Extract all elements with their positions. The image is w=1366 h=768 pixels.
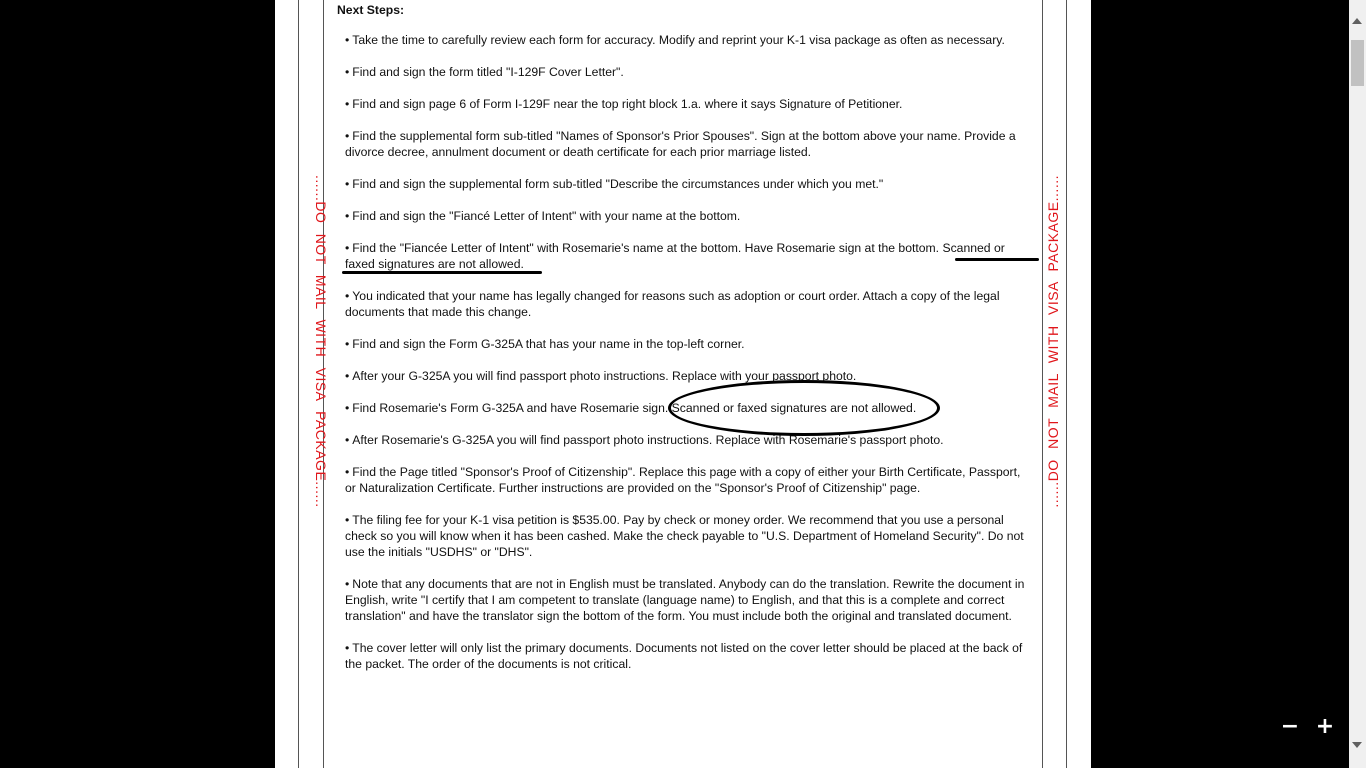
next-steps-content: [337, 2, 1027, 688]
step-item: [345, 96, 1027, 112]
step-item: [345, 128, 1027, 160]
page-border-outer-left: [298, 0, 299, 768]
vertical-scrollbar[interactable]: [1349, 0, 1366, 768]
side-label-left: ......DO NOT MAIL WITH VISA PACKAGE......: [313, 175, 329, 508]
step-item: [345, 512, 1027, 560]
step-text: Find and sign the "Fiancé Letter of Intent" with your name at the bottom.: [352, 209, 741, 223]
scroll-down-arrow-icon[interactable]: [1352, 742, 1362, 748]
step-item: [345, 240, 1027, 272]
step-text: After your G-325A you will find passport photo instructions. Replace with your passport photo.: [352, 369, 857, 383]
step-item: [345, 176, 1027, 192]
step-text: Find and sign page 6 of Form I-129F near the top right block 1.a. where it says Signature of Petitioner.: [352, 97, 903, 111]
step-text: You indicated that your name has legally changed for reasons such as adoption or court order. Attach a copy of the legal documents that made this change.: [345, 289, 1000, 319]
bullet-glyph: •: [345, 177, 350, 191]
step-item: [345, 576, 1027, 624]
step-item: [345, 336, 1027, 352]
bullet-glyph: •: [345, 465, 350, 479]
step-text: Find and sign the Form G-325A that has your name in the top-left corner.: [352, 337, 745, 351]
bullet-glyph: •: [345, 513, 350, 527]
bullet-glyph: •: [345, 641, 350, 655]
bullet-glyph: •: [345, 209, 350, 223]
step-text: The cover letter will only list the primary documents. Documents not listed on the cover letter should be placed at the back of the packet. The order of the documents is not critical.: [345, 641, 1023, 671]
side-label-right: ......DO NOT MAIL WITH VISA PACKAGE......: [1045, 175, 1061, 508]
step-item: [345, 368, 1027, 384]
bullet-glyph: •: [345, 577, 350, 591]
step-item: [345, 464, 1027, 496]
step-item: [345, 432, 1027, 448]
step-item: [345, 32, 1027, 48]
step-item: [345, 208, 1027, 224]
zoom-out-button[interactable]: −: [1280, 714, 1300, 739]
page-border-inner-right: [1042, 0, 1043, 768]
step-text: Find the "Fiancée Letter of Intent" with Rosemarie's name at the bottom. Have Rosemarie sign at the bottom. Scanned or faxed signatures are not allowed.: [345, 241, 1005, 271]
section-heading: Next Steps:: [337, 3, 405, 17]
step-item: [345, 64, 1027, 80]
bullet-glyph: •: [345, 129, 350, 143]
step-text: Find and sign the form titled "I-129F Cover Letter".: [352, 65, 624, 79]
bullet-glyph: •: [345, 401, 350, 415]
bullet-glyph: •: [345, 241, 350, 255]
document-page: [275, 0, 1091, 768]
steps-list: [337, 32, 1027, 672]
circle-mark: [668, 380, 940, 436]
step-text: Note that any documents that are not in English must be translated. Anybody can do the translation. Rewrite the document in English, write "I certify that I am competent to translate (language name) to English, and that this is a complete and correct translation" and have the translator sign the bottom of the form. You must include both the original and translated document.: [345, 577, 1025, 623]
bullet-glyph: •: [345, 97, 350, 111]
step-text: Find the Page titled "Sponsor's Proof of Citizenship". Replace this page with a copy of either your Birth Certificate, Passport, or Naturalization Certificate. Further instructions are provided on the "Sponsor's Proof of Citizenship" page.: [345, 465, 1021, 495]
bullet-glyph: •: [345, 369, 350, 383]
bullet-glyph: •: [345, 433, 350, 447]
step-text: After Rosemarie's G-325A you will find passport photo instructions. Replace with Rosemarie's passport photo.: [352, 433, 944, 447]
underline-mark-2: [342, 271, 542, 274]
scroll-thumb[interactable]: [1351, 40, 1364, 86]
bullet-glyph: •: [345, 337, 350, 351]
step-text: Find Rosemarie's Form G-325A and have Rosemarie sign. Scanned or faxed signatures are not allowed.: [352, 401, 917, 415]
step-text: Find the supplemental form sub-titled "Names of Sponsor's Prior Spouses". Sign at the bottom above your name. Provide a divorce decree, annulment document or death certificate for each prior marriage listed.: [345, 129, 1016, 159]
step-item: [345, 640, 1027, 672]
scroll-up-arrow-icon[interactable]: [1352, 18, 1362, 24]
step-text: Find and sign the supplemental form sub-titled "Describe the circumstances under which you met.": [352, 177, 884, 191]
bullet-glyph: •: [345, 33, 350, 47]
step-text: Take the time to carefully review each form for accuracy. Modify and reprint your K-1 visa package as often as necessary.: [352, 33, 1005, 47]
page-border-outer-right: [1066, 0, 1067, 768]
bullet-glyph: •: [345, 65, 350, 79]
step-text: The filing fee for your K-1 visa petition is $535.00. Pay by check or money order. We recommend that you use a personal check so you will know when it has been cashed. Make the check payable to "U.S. Department of Homeland Security". Do not use the initials "USDHS" or "DHS".: [345, 513, 1024, 559]
bullet-glyph: •: [345, 289, 350, 303]
step-item: [345, 288, 1027, 320]
underline-mark-1: [955, 258, 1039, 261]
zoom-in-button[interactable]: +: [1315, 714, 1335, 739]
